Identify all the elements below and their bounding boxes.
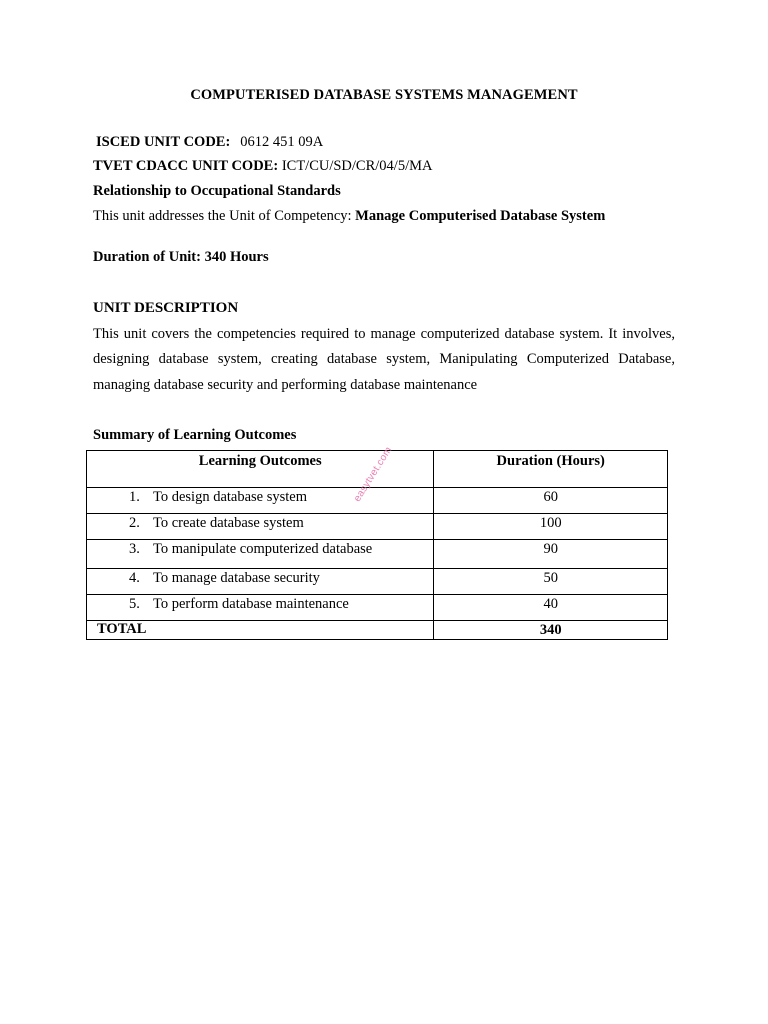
outcome-number: 2. <box>129 515 140 531</box>
outcome-number: 3. <box>129 541 140 557</box>
unit-description-heading: UNIT DESCRIPTION <box>93 300 239 316</box>
unit-competency-prefix: This unit addresses the Unit of Competency: <box>93 208 356 224</box>
table-row <box>87 514 668 540</box>
outcome-text: To perform database maintenance <box>153 596 349 612</box>
header-learning-outcomes: Learning Outcomes <box>87 451 434 488</box>
tvet-label: TVET CDACC UNIT CODE: <box>93 158 279 174</box>
outcome-cell <box>87 514 434 540</box>
outcome-number: 4. <box>129 570 140 586</box>
table-row <box>87 488 668 514</box>
relationship-heading: Relationship to Occupational Standards <box>93 183 341 199</box>
tvet-unit-code <box>93 158 432 175</box>
total-label: TOTAL <box>87 621 434 640</box>
hours-cell: 100 <box>434 514 668 540</box>
unit-competency <box>93 208 605 225</box>
outcome-cell <box>87 540 434 569</box>
hours-cell: 40 <box>434 595 668 621</box>
outcome-cell <box>87 569 434 595</box>
hours-cell: 90 <box>434 540 668 569</box>
outcome-number: 5. <box>129 596 140 612</box>
hours-cell: 50 <box>434 569 668 595</box>
hours-cell: 60 <box>434 488 668 514</box>
outcome-text: To design database system <box>153 489 308 505</box>
outcome-number: 1. <box>129 489 140 505</box>
isced-unit-code <box>96 134 323 151</box>
tvet-value: ICT/CU/SD/CR/04/5/MA <box>281 158 433 174</box>
watermark: easytvet.com <box>352 444 395 504</box>
document-title: COMPUTERISED DATABASE SYSTEMS MANAGEMENT <box>190 87 578 103</box>
isced-label: ISCED UNIT CODE: <box>96 134 231 150</box>
table-row <box>87 595 668 621</box>
isced-value: 0612 451 09A <box>240 134 324 150</box>
outcome-text: To manipulate computerized database <box>153 541 373 557</box>
header-duration: Duration (Hours) <box>434 451 668 488</box>
unit-description-body: This unit covers the competencies required to manage computerized database system. It involves, designing database system, creating database system, Manipulating Computerized Database, managing database security and performing database maintenance <box>93 326 675 393</box>
table-row <box>87 569 668 595</box>
outcome-text: To manage database security <box>153 570 320 586</box>
outcome-cell <box>87 488 434 514</box>
outcome-text: To create database system <box>153 515 304 531</box>
outcome-cell <box>87 595 434 621</box>
unit-duration: Duration of Unit: 340 Hours <box>93 249 269 265</box>
total-value: 340 <box>434 621 668 640</box>
table-total-row <box>87 621 668 640</box>
unit-competency-name: Manage Computerised Database System <box>355 208 606 224</box>
summary-heading: Summary of Learning Outcomes <box>93 427 297 443</box>
table-row <box>87 540 668 569</box>
